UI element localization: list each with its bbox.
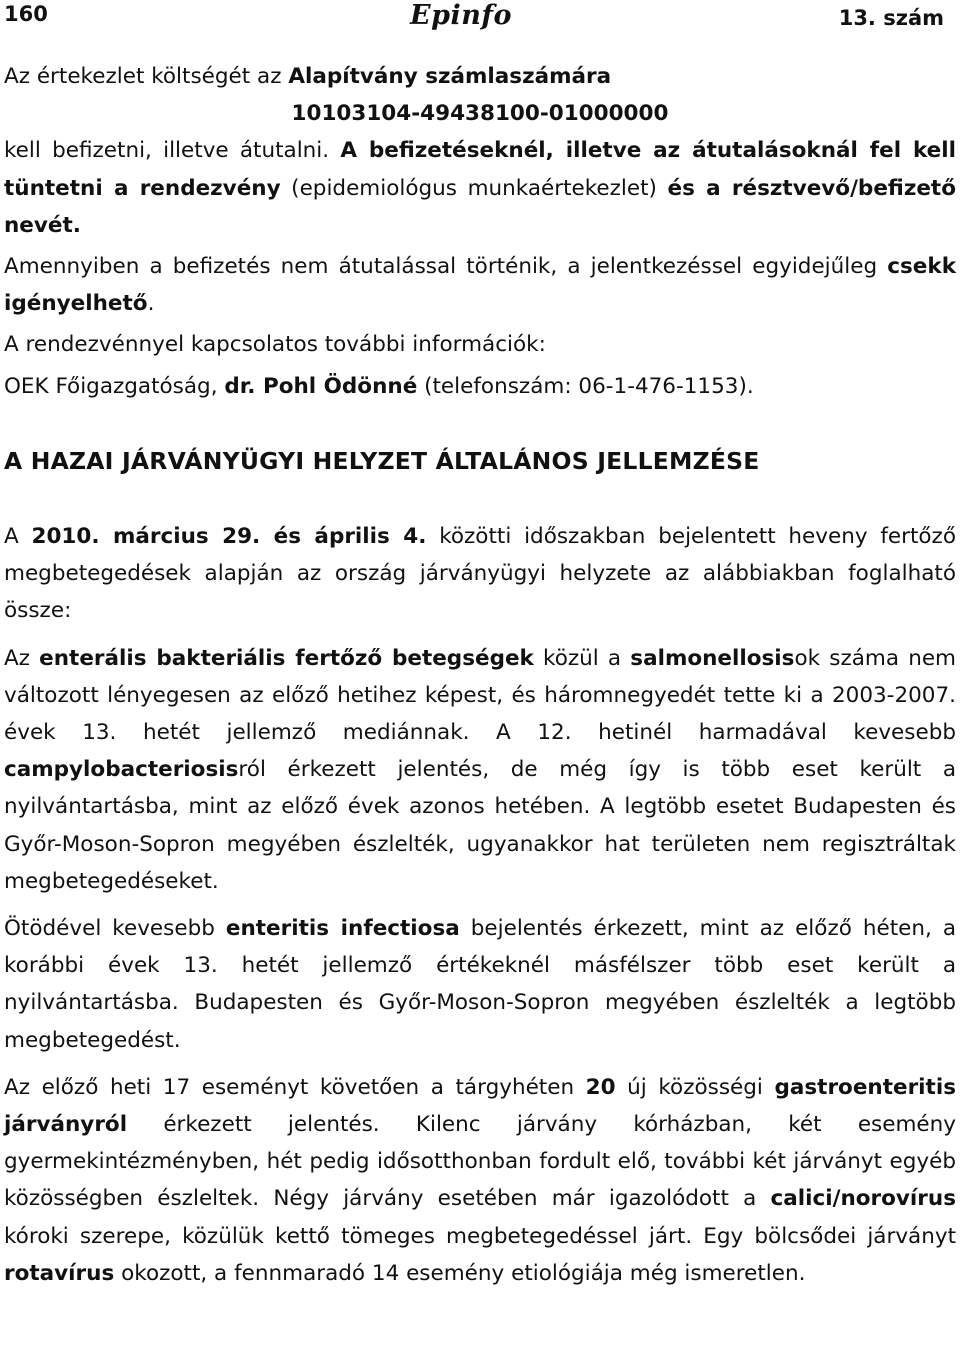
paragraph-gastroenteritis: Az előző heti 17 eseményt követően a tárgyhéten 20 új közösségi gastroenteritis járványról érkezett jelentés. Kilenc járvány kórházban, két esemény gyermekintézményben, hét pedig idősotthonban fordult elő, további két járványt egyéb közösségben észleltek. Négy járvány esetében már igazolódott a calici/norovírus kóroki szerepe, közülük kettő tömeges megbetegedéssel járt. Egy bölcsődei járványt rotavírus okozott, a fennmaradó 14 esemény etiológiája még ismeretlen.	[4, 1074, 956, 1286]
epinfo-logo: Epinfo	[410, 0, 512, 31]
paragraph-cheque: Amennyiben a befizetés nem átutalással történik, a jelentkezéssel egyidejűleg csekk igényelhető.	[4, 254, 956, 317]
paragraph-info: A rendezvénnyel kapcsolatos további információk:	[4, 332, 546, 358]
document-body	[4, 58, 956, 1292]
issue-number: 13. szám	[838, 6, 944, 30]
paragraph-cost: Az értekezlet költségét az Alapítvány számlaszámára	[4, 64, 612, 89]
paragraph-payment: kell befizetni, illetve átutalni. A befizetéseknél, illetve az átutalásoknál fel kell tüntetni a rendezvény (epidemiológus munkaértekezlet) és a résztvevő/befizető nevét.	[4, 138, 956, 238]
paragraph-enteral: Az enterális bakteriális fertőző betegségek közül a salmonellosisok száma nem változott lényegesen az előző hetihez képest, és háromnegyedét tette ki a 2003-2007. évek 13. hetét jellemző mediánnak. A 12. hetinél harmadával kevesebb campylobacteriosisról érkezett jelentés, de még így is több eset került a nyilvántartásba, mint az előző évek azonos hetében. A legtöbb esetet Budapesten és Győr-Moson-Sopron megyében észlelték, ugyanakkor hat területen nem regisztráltak megbetegedéseket.	[4, 645, 957, 894]
paragraph-contact: OEK Főigazgatóság, dr. Pohl Ödönné (telefonszám: 06-1-476-1153).	[4, 373, 754, 399]
page-header	[0, 0, 960, 40]
section-heading: A HAZAI JÁRVÁNYÜGYI HELYZET ÁLTALÁNOS JELLEMZÉSE	[4, 446, 760, 475]
paragraph-period: A 2010. március 29. és április 4. közötti időszakban bejelentett heveny fertőző megbetegedések alapján az ország járványügyi helyzete az alábbiakban foglalható össze:	[4, 524, 956, 624]
account-number: 10103104-49438100-01000000	[291, 101, 669, 127]
paragraph-enteritis: Ötödével kevesebb enteritis infectiosa bejelentés érkezett, mint az előző héten, a korábbi évek 13. hetét jellemző értékeknél másfélszer több eset került a nyilvántartásba. Budapesten és Győr-Moson-Sopron megyében észlelték a legtöbb megbetegedést.	[4, 916, 957, 1053]
page-number: 160	[4, 2, 48, 26]
